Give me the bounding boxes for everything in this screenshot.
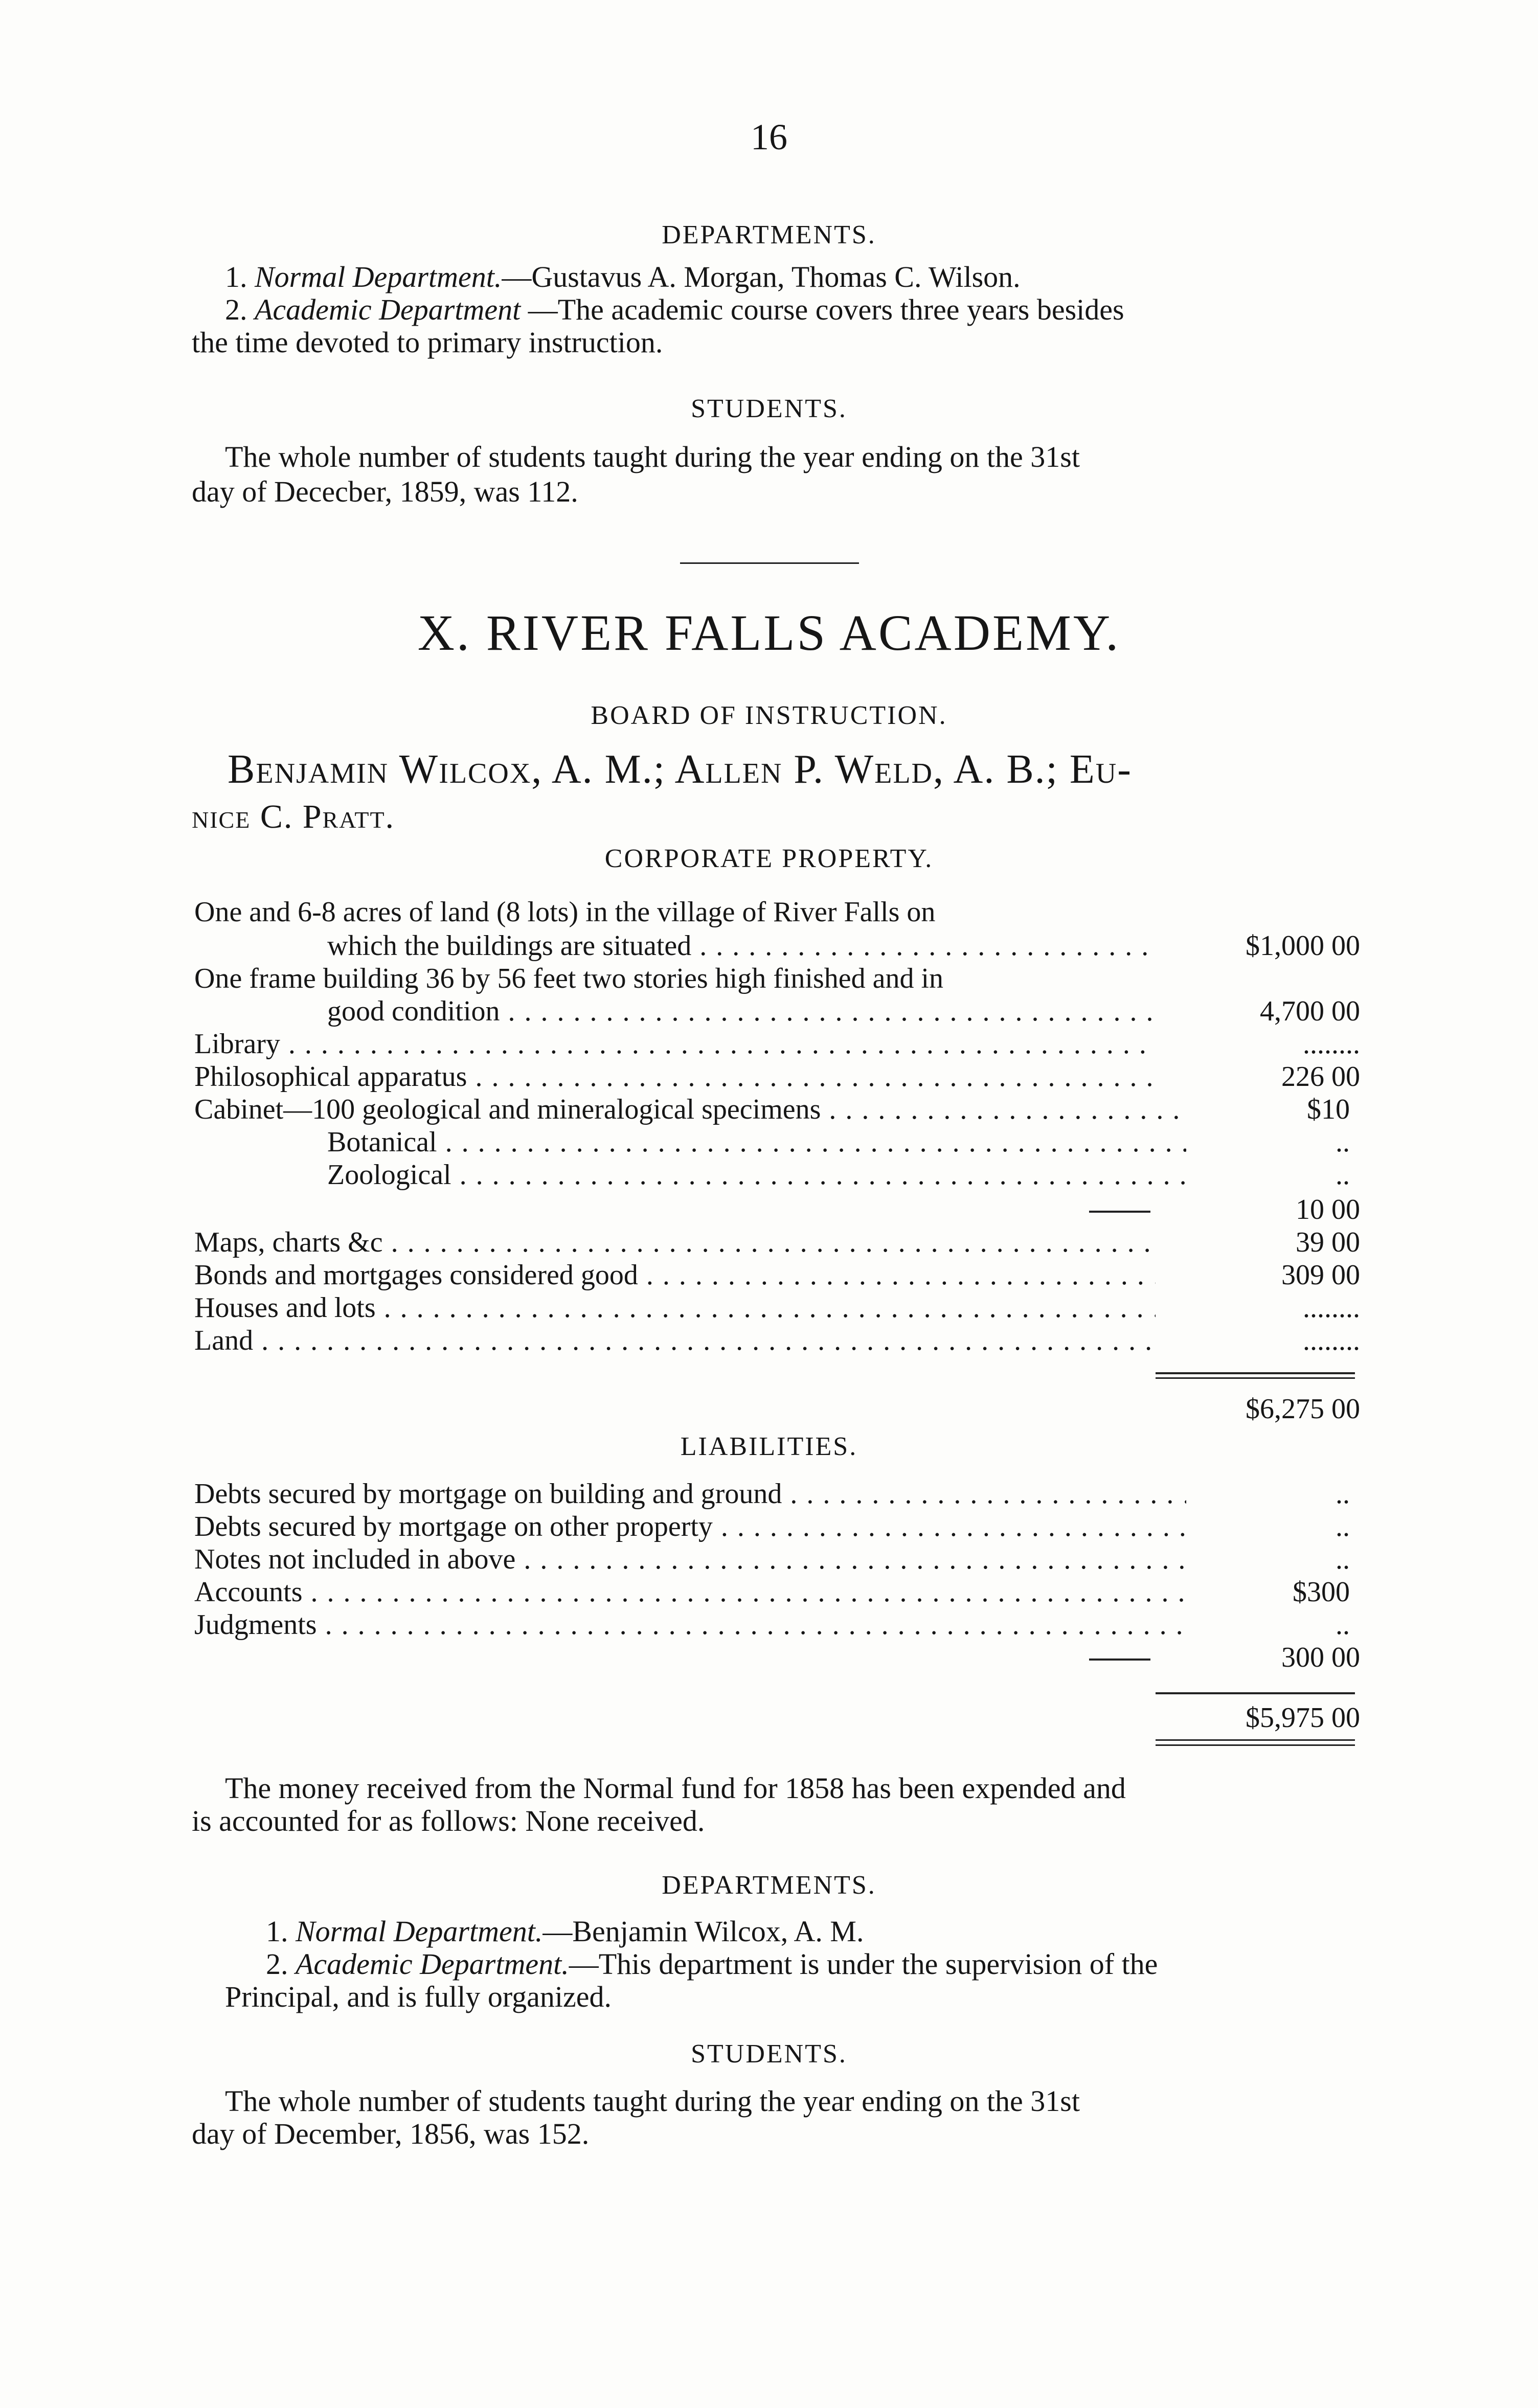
dept1-name: Normal Department. [255,260,502,293]
liability-label: Judgments . . . [194,1608,1186,1641]
property-amount: ........ [1303,1292,1360,1324]
students-line2-academy: day of December, 1856, was 152. [192,2117,590,2150]
students-heading-academy: STUDENTS. [691,2039,847,2069]
liability-amount: .. [1268,1543,1350,1576]
property-amount: $1,000 00 [1246,930,1360,962]
section-divider [680,562,859,564]
liabilities-total: 300 00 [1281,1642,1360,1673]
liability-amount: .. [1268,1478,1350,1510]
students-line1-academy: The whole number of students taught during the year ending on the 31st [225,2084,1080,2118]
board-line1: Benjamin Wilcox, A. M.; Allen P. Weld, A. B.; Eu- [228,747,1132,792]
property-label: Botanical . . . [327,1126,1186,1158]
property-row-14 [194,1324,1360,1357]
property-amount: ........ [1303,1325,1360,1356]
property-row-6 [194,1060,1360,1093]
property-amount: 4,700 00 [1260,995,1360,1027]
property-label: Cabinet—100 geological and mineralogical specimens . . . [194,1093,1186,1126]
property-row-3: One frame building 36 by 56 feet two stories high finished and in [194,963,944,994]
property-amount: 10 00 [1296,1194,1360,1225]
dept2-line2-top: the time devoted to primary instruction. [192,326,663,359]
net-total: $5,975 00 [1246,1702,1360,1734]
property-label: which the buildings are situated . . . [327,929,1156,962]
property-row-7 [194,1093,1360,1126]
dept2-text: —The academic course covers three years besides [521,293,1124,326]
property-amount: ........ [1303,1028,1360,1060]
liability-label: Debts secured by mortgage on building and ground . . . [194,1478,1186,1510]
property-label: Library . . . [194,1028,1156,1060]
liability-row-3 [194,1543,1360,1576]
property-row-2 [194,929,1360,962]
net-total-rule-1 [1156,1692,1355,1694]
dept1-line-top [225,261,1021,293]
liability-row-1 [194,1478,1360,1510]
students-line2-top: day of Dececber, 1859, was 112. [192,475,578,508]
property-amount: 309 00 [1281,1259,1360,1291]
dept1-text: —Benjamin Wilcox, A. M. [542,1915,864,1948]
dept1-text: —Gustavus A. Morgan, Thomas C. Wilson. [502,260,1021,293]
departments-heading-top: DEPARTMENTS. [662,220,876,249]
dept1-name: Normal Department. [296,1915,543,1948]
property-label: Philosophical apparatus . . . [194,1060,1156,1093]
dept2-num: 2. [266,1947,288,1981]
dept2-line-academy [266,1948,1158,1981]
dept2-line2-academy: Principal, and is fully organized. [225,1980,612,2013]
dept1-line-academy [266,1915,864,1948]
liability-amount: .. [1268,1510,1350,1543]
dept1-num: 1. [266,1915,288,1948]
property-total: $6,275 00 [1246,1393,1360,1425]
liabilities-heading: LIABILITIES. [680,1432,858,1461]
dept2-num: 2. [225,293,247,326]
page-number: 16 [751,117,787,157]
net-total-row [194,1701,1360,1734]
property-row-9 [194,1158,1360,1191]
property-label: Houses and lots . . . [194,1291,1156,1324]
liability-row-4 [194,1576,1360,1608]
property-amount: 226 00 [1281,1061,1360,1093]
property-row-13 [194,1291,1360,1324]
board-heading: BOARD OF INSTRUCTION. [591,701,947,730]
property-label: Land . . . [194,1324,1156,1357]
dept2-line-top [225,293,1124,326]
property-label: good condition . . . [327,995,1156,1028]
liabilities-total-row [194,1641,1360,1674]
dept2-text: —This department is under the supervision of the [569,1947,1158,1981]
net-total-rule-3 [1156,1744,1355,1746]
liability-row-5 [194,1608,1360,1641]
liability-label: Notes not included in above . . . [194,1543,1186,1576]
property-row-1: One and 6-8 acres of land (8 lots) in the village of River Falls on [194,896,936,928]
property-mid-amount: $10 [1268,1093,1350,1126]
students-heading-top: STUDENTS. [691,394,847,423]
property-mid-amount: .. [1268,1126,1350,1158]
liability-amount: .. [1268,1608,1350,1641]
net-total-rule-2 [1156,1739,1355,1741]
students-line1-top: The whole number of students taught during the year ending on the 31st [225,440,1080,473]
property-row-10 [194,1193,1360,1226]
liability-row-2 [194,1510,1360,1543]
board-line2: nice C. Pratt. [192,798,395,835]
dept2-name: Academic Department [255,293,521,326]
academy-title: X. RIVER FALLS ACADEMY. [417,604,1121,661]
money-line2: is accounted for as follows: None received. [192,1804,705,1837]
property-total-rule-1 [1156,1372,1355,1374]
property-row-12 [194,1259,1360,1291]
property-mid-amount: .. [1268,1158,1350,1191]
property-total-row [194,1393,1360,1425]
dept2-name: Academic Department. [296,1947,569,1981]
departments-heading-academy: DEPARTMENTS. [662,1871,876,1900]
property-amount: 39 00 [1296,1226,1360,1258]
property-label: Bonds and mortgages considered good . . . [194,1259,1156,1291]
property-row-11 [194,1226,1360,1259]
property-row-5 [194,1028,1360,1060]
property-row-4 [194,995,1360,1028]
dept1-num: 1. [225,260,247,293]
liability-label: Debts secured by mortgage on other property . . . [194,1510,1186,1543]
liability-amount: $300 [1268,1576,1350,1608]
property-row-8 [194,1126,1360,1158]
liability-label: Accounts . . . [194,1576,1186,1608]
property-label: Maps, charts &c . . . [194,1226,1156,1259]
property-label: Zoological . . . [327,1158,1186,1191]
corporate-heading: CORPORATE PROPERTY. [604,844,934,873]
property-total-rule-2 [1156,1377,1355,1379]
money-line1: The money received from the Normal fund for 1858 has been expended and [225,1771,1126,1805]
